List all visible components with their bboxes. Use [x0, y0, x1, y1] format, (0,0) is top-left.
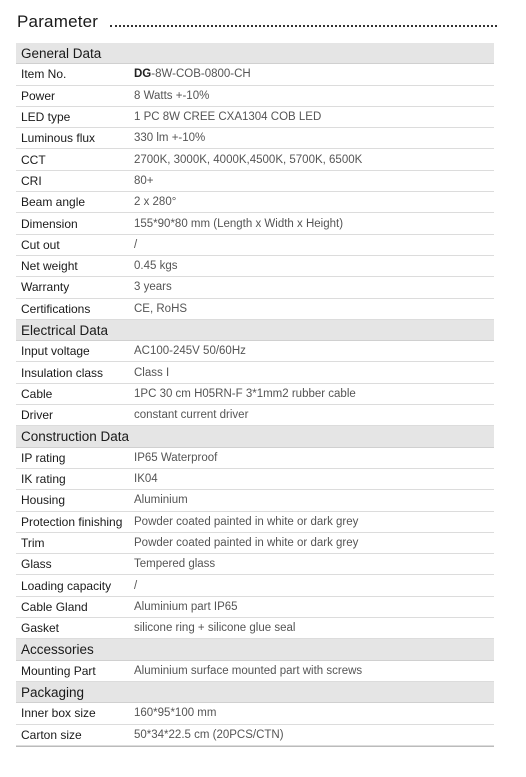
- spec-row: [16, 213, 494, 234]
- spec-label: Loading capacity: [21, 578, 112, 593]
- spec-label: Cable Gland: [21, 599, 88, 614]
- spec-value: /: [134, 579, 138, 592]
- spec-row: [16, 575, 494, 596]
- section-title: Electrical Data: [21, 322, 109, 338]
- spec-label: CRI: [21, 173, 42, 188]
- spec-row: [16, 554, 494, 575]
- spec-row: [16, 128, 494, 149]
- dotted-leader: [110, 25, 497, 27]
- spec-row: [16, 341, 494, 362]
- spec-row: [16, 256, 494, 277]
- spec-row: [16, 171, 494, 192]
- section-header: [16, 639, 494, 660]
- spec-label: Beam angle: [21, 195, 86, 210]
- spec-value: 2 x 280°: [134, 196, 177, 209]
- spec-value: Powder coated painted in white or dark grey: [134, 536, 359, 549]
- spec-label: Insulation class: [21, 365, 104, 380]
- spec-value: 80+: [134, 174, 154, 187]
- spec-value: Aluminium: [134, 494, 188, 507]
- spec-row: [16, 661, 494, 682]
- spec-row: [16, 512, 494, 533]
- spec-row: [16, 299, 494, 320]
- spec-value: 0.45 kgs: [134, 260, 178, 273]
- spec-value: 160*95*100 mm: [134, 707, 217, 720]
- spec-row: [16, 86, 494, 107]
- spec-label: CCT: [21, 152, 46, 167]
- section-title: Accessories: [21, 641, 94, 657]
- spec-value: 3 years: [134, 281, 172, 294]
- spec-row: [16, 405, 494, 426]
- spec-row: [16, 597, 494, 618]
- spec-row: [16, 448, 494, 469]
- spec-value: 155*90*80 mm (Length x Width x Height): [134, 217, 344, 230]
- spec-value: silicone ring + silicone glue seal: [134, 622, 296, 635]
- spec-value: 1 PC 8W CREE CXA1304 COB LED: [134, 111, 322, 124]
- spec-value: Class I: [134, 366, 170, 379]
- spec-row: [16, 235, 494, 256]
- spec-label: Net weight: [21, 259, 78, 274]
- spec-row: [16, 533, 494, 554]
- spec-label: Input voltage: [21, 344, 90, 359]
- spec-value: [134, 68, 494, 80]
- spec-label: Trim: [21, 535, 45, 550]
- spec-label: Inner box size: [21, 706, 96, 721]
- spec-value: /: [134, 238, 138, 251]
- item-code: -8W-COB-0800-CH: [151, 68, 251, 81]
- spec-value: Aluminium surface mounted part with screws: [134, 664, 363, 677]
- spec-value: AC100-245V 50/60Hz: [134, 345, 246, 358]
- parameter-header: [17, 6, 497, 32]
- spec-value: Powder coated painted in white or dark grey: [134, 515, 359, 528]
- spec-label: Protection finishing: [21, 514, 123, 529]
- section-title: General Data: [21, 45, 102, 61]
- spec-value: 8 Watts +-10%: [134, 89, 210, 102]
- spec-label: Dimension: [21, 216, 78, 231]
- item-prefix: DG: [134, 68, 152, 81]
- spec-value: IP65 Waterproof: [134, 451, 218, 464]
- spec-row: [16, 192, 494, 213]
- spec-value: 1PC 30 cm H05RN-F 3*1mm2 rubber cable: [134, 387, 356, 400]
- spec-label: IP rating: [21, 450, 66, 465]
- spec-label: IK rating: [21, 472, 66, 487]
- spec-label: Luminous flux: [21, 131, 96, 146]
- section-header: [16, 43, 494, 64]
- section-header: [16, 682, 494, 703]
- spec-label: Housing: [21, 493, 66, 508]
- spec-value: 50*34*22.5 cm (20PCS/CTN): [134, 728, 284, 741]
- spec-row: [16, 384, 494, 405]
- spec-label: Cable: [21, 386, 53, 401]
- spec-value: Aluminium part IP65: [134, 600, 238, 613]
- spec-row: [16, 725, 494, 746]
- section-header: [16, 320, 494, 341]
- spec-row: [16, 277, 494, 298]
- spec-label: Certifications: [21, 301, 91, 316]
- spec-value: Tempered glass: [134, 558, 216, 571]
- spec-row: [16, 107, 494, 128]
- spec-value: 2700K, 3000K, 4000K,4500K, 5700K, 6500K: [134, 153, 363, 166]
- spec-row: [16, 64, 494, 85]
- spec-table: [16, 43, 494, 747]
- spec-label: Mounting Part: [21, 663, 96, 678]
- spec-value: constant current driver: [134, 409, 249, 422]
- section-title: Packaging: [21, 684, 85, 700]
- spec-value: 330 lm +-10%: [134, 132, 206, 145]
- page-title: Parameter: [17, 12, 99, 31]
- spec-label: LED type: [21, 110, 71, 125]
- spec-label: Gasket: [21, 621, 60, 636]
- section-header: [16, 426, 494, 447]
- spec-label: Cut out: [21, 237, 60, 252]
- spec-label: Warranty: [21, 280, 70, 295]
- spec-label: Driver: [21, 408, 53, 423]
- spec-row: [16, 362, 494, 383]
- spec-value: CE, RoHS: [134, 302, 188, 315]
- spec-row: [16, 149, 494, 170]
- spec-label: Carton size: [21, 727, 82, 742]
- spec-row: [16, 618, 494, 639]
- spec-row: [16, 469, 494, 490]
- spec-label: Glass: [21, 557, 52, 572]
- spec-value: IK04: [134, 473, 158, 486]
- spec-row: [16, 490, 494, 511]
- spec-label: Power: [21, 88, 56, 103]
- spec-row: [16, 703, 494, 724]
- spec-label: Item No.: [21, 67, 67, 82]
- section-title: Construction Data: [21, 428, 130, 444]
